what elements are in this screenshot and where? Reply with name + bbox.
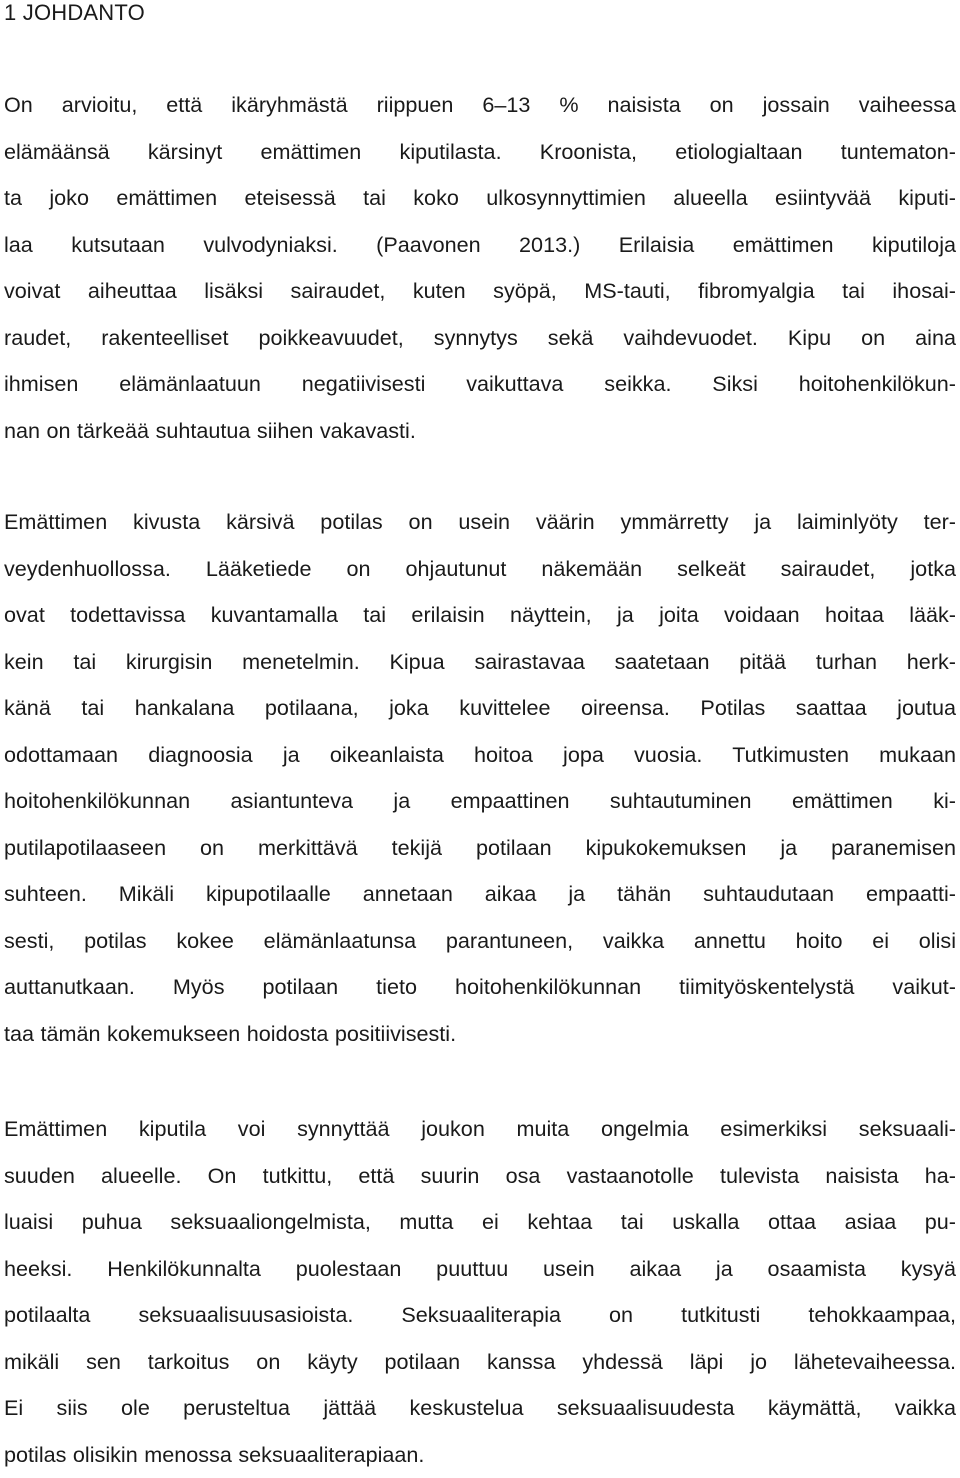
- text-line: suuden alueelle. On tutkittu, että suurin osa vastaanotolle tulevista naisista ha-: [4, 1153, 956, 1200]
- text-line: veydenhuollossa. Lääketiede on ohjautunut näkemään selkeät sairaudet, jotka: [4, 546, 956, 593]
- text-line: ihmisen elämänlaatuun negatiivisesti vaikuttava seikka. Siksi hoitohenkilökun-: [4, 361, 956, 408]
- text-line: mikäli sen tarkoitus on käyty potilaan kanssa yhdessä läpi jo lähetevaiheessa.: [4, 1339, 956, 1386]
- text-line: voivat aiheuttaa lisäksi sairaudet, kuten syöpä, MS-tauti, fibromyalgia tai ihosai-: [4, 268, 956, 315]
- text-line: Emättimen kiputila voi synnyttää joukon muita ongelmia esimerkiksi seksuaali-: [4, 1106, 956, 1153]
- text-line: odottamaan diagnoosia ja oikeanlaista hoitoa jopa vuosia. Tutkimusten mukaan: [4, 732, 956, 779]
- text-line: potilas olisikin menossa seksuaaliterapiaan.: [4, 1432, 956, 1478]
- text-line: auttanutkaan. Myös potilaan tieto hoitohenkilökunnan tiimityöskentelystä vaikut-: [4, 964, 956, 1011]
- text-line: elämäänsä kärsinyt emättimen kiputilasta. Kroonista, etiologialtaan tuntematon-: [4, 129, 956, 176]
- text-line: Ei siis ole perusteltua jättää keskustelua seksuaalisuudesta käymättä, vaikka: [4, 1385, 956, 1432]
- text-line: putilapotilaaseen on merkittävä tekijä potilaan kipukokemuksen ja paranemisen: [4, 825, 956, 872]
- text-line: hoitohenkilökunnan asiantunteva ja empaattinen suhtautuminen emättimen ki-: [4, 778, 956, 825]
- chapter-heading: 1 JOHDANTO: [4, 0, 956, 26]
- text-line: nan on tärkeää suhtautua siihen vakavasti.: [4, 408, 956, 455]
- text-line: ovat todettavissa kuvantamalla tai erilaisin näyttein, ja joita voidaan hoitaa lääk-: [4, 592, 956, 639]
- document-page: [4, 0, 956, 26]
- text-line: luaisi puhua seksuaaliongelmista, mutta ei kehtaa tai uskalla ottaa asiaa pu-: [4, 1199, 956, 1246]
- text-line: känä tai hankalana potilaana, joka kuvittelee oireensa. Potilas saattaa joutua: [4, 685, 956, 732]
- paragraph-1: [4, 82, 956, 454]
- text-line: potilaalta seksuaalisuusasioista. Seksuaaliterapia on tutkitusti tehokkaampaa,: [4, 1292, 956, 1339]
- text-line: laa kutsutaan vulvodyniaksi. (Paavonen 2013.) Erilaisia emättimen kiputiloja: [4, 222, 956, 269]
- text-line: raudet, rakenteelliset poikkeavuudet, synnytys sekä vaihdevuodet. Kipu on aina: [4, 315, 956, 362]
- text-line: sesti, potilas kokee elämänlaatunsa parantuneen, vaikka annettu hoito ei olisi: [4, 918, 956, 965]
- text-line: kein tai kirurgisin menetelmin. Kipua sairastavaa saatetaan pitää turhan herk-: [4, 639, 956, 686]
- text-line: Emättimen kivusta kärsivä potilas on usein väärin ymmärretty ja laiminlyöty ter-: [4, 499, 956, 546]
- text-line: suhteen. Mikäli kipupotilaalle annetaan aikaa ja tähän suhtaudutaan empaatti-: [4, 871, 956, 918]
- text-line: taa tämän kokemukseen hoidosta positiivisesti.: [4, 1011, 956, 1058]
- text-line: heeksi. Henkilökunnalta puolestaan puuttuu usein aikaa ja osaamista kysyä: [4, 1246, 956, 1293]
- text-line: On arvioitu, että ikäryhmästä riippuen 6–13 % naisista on jossain vaiheessa: [4, 82, 956, 129]
- text-line: ta joko emättimen eteisessä tai koko ulkosynnyttimien alueella esiintyvää kiputi-: [4, 175, 956, 222]
- paragraph-3: [4, 1106, 956, 1478]
- paragraph-2: [4, 499, 956, 1057]
